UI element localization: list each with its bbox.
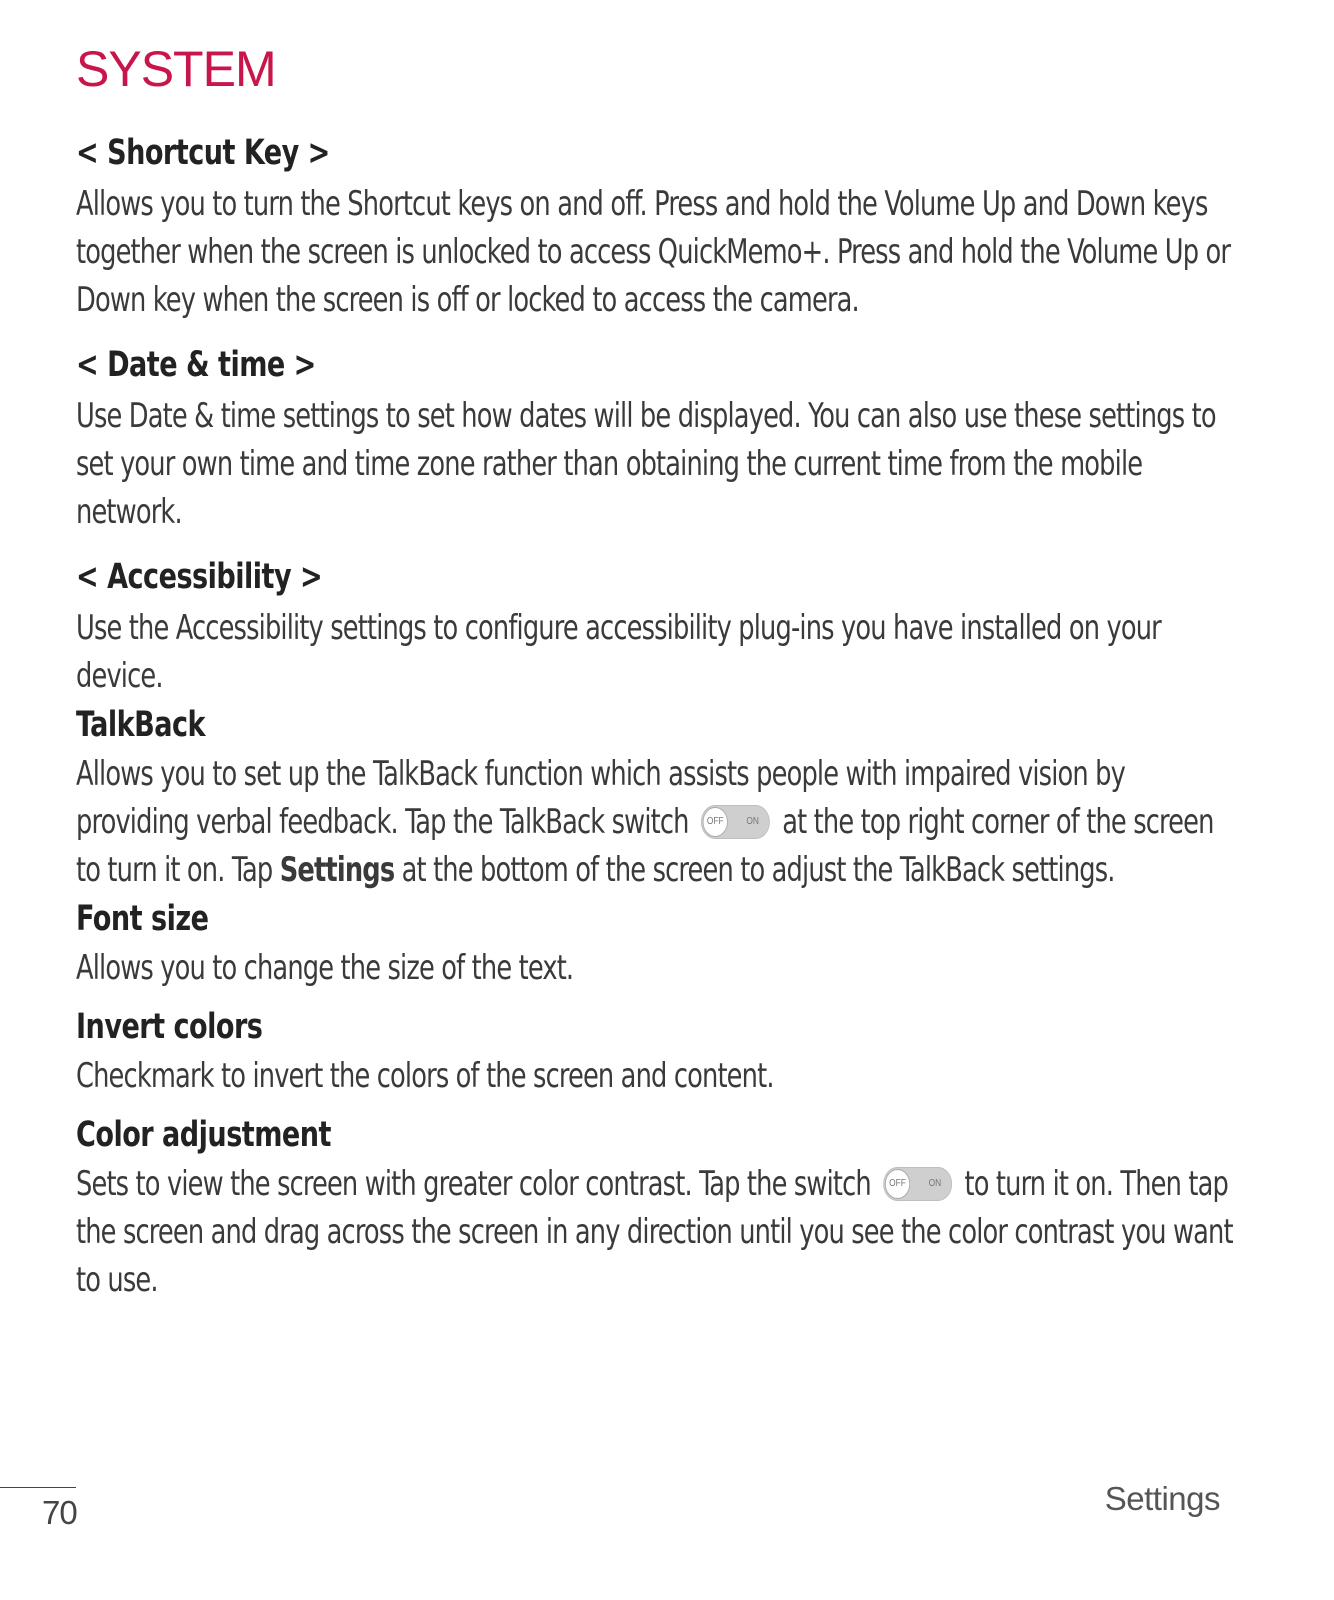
color-adjustment-text-start: Sets to view the screen with greater color contrast. Tap the switch	[76, 1164, 871, 1204]
footer-divider	[0, 1487, 76, 1488]
accessibility-description: Use the Accessibility settings to configure accessibility plug-ins you have installed on your device.	[76, 608, 1161, 696]
switch-off-label: OFF	[703, 807, 728, 837]
page-number: 70	[42, 1494, 77, 1531]
color-adjustment-description	[76, 1160, 1236, 1304]
font-size-description: Allows you to change the size of the text.	[76, 948, 574, 988]
talkback-text-middle: at the top right corner of the screen to turn it on. Tap	[76, 802, 1214, 890]
talkback-text-start: Allows you to set up the TalkBack function which assists people with impaired vision by providing verbal feedback. Tap the TalkBack switch	[76, 754, 1126, 842]
shortcut-key-description: Allows you to turn the Shortcut keys on and off. Press and hold the Volume Up and Down keys together when the screen is unlocked to access QuickMemo+. Press and hold the Volume Up or Down key when the screen is off or locked to access the camera.	[76, 184, 1231, 320]
color-adjustment-switch-icon	[883, 1167, 952, 1201]
talkback-heading: TalkBack	[76, 705, 205, 745]
switch-on-label: ON	[928, 1178, 942, 1189]
date-time-description: Use Date & time settings to set how dates will be displayed. You can also use these settings to set your own time and time zone rather than obtaining the current time from the mobile network.	[76, 396, 1216, 532]
footer-section-name: Settings	[1104, 1480, 1220, 1517]
page-content	[76, 126, 1236, 1304]
color-adjustment-heading: Color adjustment	[76, 1115, 331, 1155]
page-title: SYSTEM	[76, 41, 276, 97]
switch-on-label: ON	[746, 816, 759, 827]
invert-colors-heading: Invert colors	[76, 1007, 263, 1047]
font-size-heading: Font size	[76, 899, 209, 939]
shortcut-key-heading: < Shortcut Key >	[76, 133, 330, 173]
switch-off-label: OFF	[885, 1169, 910, 1199]
color-adjustment-text-end: to turn it on. Then tap the screen and drag across the screen in any direction until you see the color contrast you want to use.	[76, 1164, 1233, 1300]
settings-bold-text: Settings	[279, 850, 395, 890]
talkback-description	[76, 750, 1236, 894]
date-time-heading: < Date & time >	[76, 345, 316, 385]
talkback-switch-icon	[701, 805, 770, 839]
accessibility-heading: < Accessibility >	[76, 557, 323, 597]
talkback-text-end: at the bottom of the screen to adjust the TalkBack settings.	[401, 850, 1115, 890]
invert-colors-description: Checkmark to invert the colors of the screen and content.	[76, 1056, 774, 1096]
